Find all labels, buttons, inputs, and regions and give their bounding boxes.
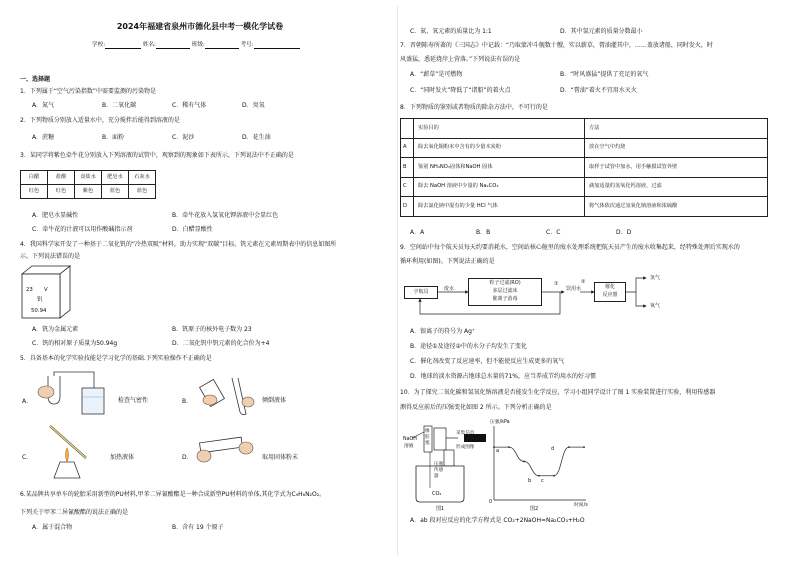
q9-stem-line1: 9．空间站中每个航天员每天约要消耗水，空间站核心舱里的废水处理系统把航天员产生的废水收集起来，经特殊处理后实现水的 [400, 244, 740, 251]
table-row [21, 185, 156, 199]
q4-stem-line1: 4．我国科学家开发了一种基于二氧化钒的“冷热双吸”材料，助力实现“双碳”目标。钒元素在元素周期表中的信息如图所 [20, 241, 337, 248]
point-b-label: b [528, 478, 532, 484]
q5-caption-d: 取用固体粉末 [262, 454, 299, 461]
fig2-label: 图2 [530, 506, 539, 512]
table-cell [401, 119, 414, 139]
fig1-sensor-line: 压强 [434, 462, 444, 467]
pressure-point [523, 461, 525, 463]
table-cell: 取样于试管中加水，用手触摸试管外壁 [585, 158, 768, 178]
point-c-label: c [541, 478, 544, 484]
q7-stem-line1: 7．晋朝陈寿所著的《三国志》中记载：“乃取蒙冲斗舰数十艘，实以薪草，膏油灌其中，……盖放诸船，同时发火，时 [400, 42, 713, 49]
flow-oxygen: 氧气 [650, 303, 661, 309]
table-header-purpose: 实验目的 [414, 119, 585, 139]
solid-powder-figure [196, 426, 258, 476]
table-cell: 白醋 [21, 171, 48, 185]
fig1-stopper-char: 塞 [425, 441, 430, 446]
q7-option-b[interactable]: B．“时风盛猛”提供了充足的氧气 [560, 71, 649, 78]
section-heading: 一、选择题 [20, 76, 51, 83]
pressure-point [538, 475, 540, 477]
table-cell: 红色 [48, 185, 75, 199]
table-row [401, 119, 768, 139]
info-line [92, 42, 300, 49]
q1-option-b[interactable]: B．二氧化碳 [102, 102, 137, 109]
q10-option-a[interactable]: A．ab 段对应反应的化学方程式是 CO₂+2NaOH=Na₂CO₃+H₂O [410, 517, 585, 524]
q5-letter-d[interactable]: D． [182, 454, 193, 461]
table-cell: 石灰水 [129, 171, 156, 185]
table-cell: 红色 [21, 185, 48, 199]
q10-stem-line2: 测得反应前后的压强变化如图 2 所示。下列分析正确的是 [400, 404, 552, 411]
fig2-xlabel: 时间/s [574, 503, 588, 508]
pressure-point [553, 475, 555, 477]
table-cell: A [401, 138, 414, 158]
q4-option-d[interactable]: D．二氧化钒中钒元素的化合价为+4 [172, 340, 270, 347]
flow-reactor-box [594, 282, 626, 302]
fig1-sensor-line: 器 [434, 474, 439, 479]
q2-option-c[interactable]: C．泥沙 [172, 134, 195, 141]
flow-filter-line: 多层过滤床 [492, 288, 518, 294]
flow-hydrogen: 氢气 [650, 275, 661, 281]
table-cell: 食盐水 [75, 171, 102, 185]
q1-option-d[interactable]: D．臭氧 [242, 102, 265, 109]
fig2-ylabel: 压强/kPa [490, 420, 510, 425]
fig1-naoh: NaOH [403, 437, 417, 442]
q8-option-a[interactable]: A．A [410, 229, 425, 236]
q3-option-d[interactable]: D．白醋显酸性 [172, 226, 213, 233]
flow-drinking-water: 饮用水 [566, 286, 582, 292]
point-a-label: a [496, 448, 500, 454]
table-cell: 盐酸 [48, 171, 75, 185]
school-field[interactable] [105, 42, 141, 49]
fig2-origin: 0 [489, 500, 493, 505]
q5-letter-b[interactable]: B． [182, 398, 193, 405]
q8-option-b[interactable]: B．B [476, 229, 491, 236]
fig1-solution: 溶液 [404, 444, 414, 449]
flow-filter-box [468, 278, 542, 306]
q9-option-b[interactable]: B．途径①及途径②中的水分子均发生了变化 [410, 343, 527, 350]
table-cell: 除去 NaOH 溶液中少量的 Na₂CO₃ [414, 177, 585, 197]
table-cell: B [401, 158, 414, 178]
table-cell: 除去氧化铜粉末中含有的少量木炭粉 [414, 138, 585, 158]
q2-option-b[interactable]: B．面粉 [102, 134, 125, 141]
flow-filter-line: 催离子消毒 [492, 296, 518, 302]
q6-option-d[interactable]: D．其中氢元素的质量分数最小 [560, 28, 643, 35]
element-name: 钒 [37, 297, 43, 303]
flow-astronaut: 宇航员 [404, 286, 438, 299]
school-label: 学校: [92, 42, 106, 48]
q3-option-b[interactable]: B．牵牛花放入氢氧化钾溶液中会显红色 [172, 212, 279, 219]
q1-option-a[interactable]: A．氮气 [32, 102, 55, 109]
heating-liquid-figure [40, 420, 100, 482]
name-label: 姓名: [142, 42, 156, 48]
point-d-label: d [551, 446, 555, 452]
pressure-chart [486, 420, 596, 510]
q3-option-a[interactable]: A．肥皂水显碱性 [32, 212, 79, 219]
airtightness-check-figure [36, 370, 116, 420]
q5-caption-b: 倾倒液体 [262, 397, 287, 404]
q5-letter-c[interactable]: C． [22, 454, 33, 461]
pressure-point [568, 446, 570, 448]
q6-option-c[interactable]: C．氮、氧元素的质量比为 1:1 [410, 28, 492, 35]
table-row [401, 177, 768, 197]
number-label: 考号: [240, 42, 254, 48]
q3-option-c[interactable]: C．牵牛花的汁液可以用作酸碱指示剂 [32, 226, 133, 233]
fig1-stopper-char: 橡 [425, 429, 430, 434]
q5-caption-c: 加热液体 [110, 454, 135, 461]
q1-stem: 1．下列属于“空气污染指数”中需要监测的污染物是 [20, 88, 157, 95]
table-cell: D [401, 197, 414, 217]
pressure-series-line [494, 447, 584, 476]
table-cell: 蓝色 [102, 185, 129, 199]
q2-stem: 2．下列物质分别放入适量水中，充分搅拌后能得到溶液的是 [20, 117, 180, 124]
table-row [401, 138, 768, 158]
fig1-stopper-char: 胶 [425, 435, 430, 440]
fig1-sensor [434, 462, 443, 480]
table-header-method: 方法 [585, 119, 768, 139]
table-cell: 蓝色 [129, 185, 156, 199]
flow-wastewater: 废水 [444, 286, 455, 292]
q8-table [400, 118, 768, 217]
fig1-label: 图1 [436, 506, 445, 512]
table-cell: 将气体依次通过氢氧化钠溶液和浓硫酸 [585, 197, 768, 217]
q7-option-c[interactable]: C．“同时发火”降低了“诸船”的着火点 [410, 87, 511, 94]
flow-reactor-line: 反应器 [602, 292, 618, 298]
q9-option-d[interactable]: D．地球的淡水资源占地球总水量的71%，应当养成节约用水的好习惯 [410, 373, 596, 380]
pressure-point [583, 446, 585, 448]
fig1-co2: CO₂ [432, 491, 442, 497]
q4-stem-line2: 示。下列说法错误的是 [20, 253, 81, 260]
q4-option-b[interactable]: B．钒原子的核外电子数为 23 [172, 326, 252, 333]
table-row [401, 158, 768, 178]
q2-option-a[interactable]: A．蔗糖 [32, 134, 55, 141]
flow-step-1: ① [554, 281, 559, 287]
table-cell: 除去氯化钠中混有的少量 HCl 气体 [414, 197, 585, 217]
page-title: 2024年福建省泉州市德化县中考一模化学试卷 [116, 22, 284, 31]
q1-option-c[interactable]: C．稀有气体 [172, 102, 207, 109]
flow-step-2: ② [581, 279, 586, 285]
class-label: 班级: [191, 42, 205, 48]
flow-reactor-line: 催化 [604, 284, 615, 290]
table-cell: 滴加适量的氢氧化钙溶液，过滤 [585, 177, 768, 197]
element-mass: 50.94 [31, 308, 47, 314]
co2-apparatus-figure [402, 418, 492, 502]
pouring-liquid-figure [196, 368, 256, 418]
table-cell: 放在空气中灼烧 [585, 138, 768, 158]
q7-option-d[interactable]: D．“膏油”着火不宜用水灭火 [560, 87, 637, 94]
q8-stem: 8．下列物质的鉴别或者物质的除杂方法中，不可行的是 [400, 104, 548, 111]
q9-option-c[interactable]: C．催化剂改变了反应速率，但不能使反应生成更多的氧气 [410, 358, 565, 365]
q8-option-c[interactable]: C．C [546, 229, 561, 236]
q9-option-a[interactable]: A．银离子的符号为 Ag⁺ [410, 328, 476, 335]
q6-stem-line1: 6.某品牌共享单车的轮胎采用新型的PU材料,甲苯二异氰酸酯是一种合成新型PU材料的单体,其化学式为C₉H₆N₂O₂。 [20, 491, 326, 498]
q5-stem: 5．具备基本的化学实验技能是学习化学的基础.下列实验操作不正确的是 [20, 355, 212, 362]
pressure-point [493, 446, 495, 448]
table-cell: 紫色 [75, 185, 102, 199]
number-field[interactable] [254, 42, 300, 49]
element-number: 23 [26, 287, 33, 293]
pressure-point [508, 446, 510, 448]
column-divider [397, 6, 398, 556]
fig1-sensor-line: 传感 [434, 468, 444, 473]
q10-stem-line1: 10．为了探究二氧化碳和氢氧化钠溶液是否能发生化学反应，学习小组同学设计了图 1 实验装置进行实验，利用传感器 [400, 389, 716, 396]
fig1-collect: 采集信息 [456, 431, 475, 436]
flow-filter-line: 粒子过滤(RO) [489, 280, 521, 286]
q7-option-a[interactable]: A．“薪草”是可燃物 [410, 71, 463, 78]
table-row [401, 197, 768, 217]
q6-stem-line2: 下列关于甲苯二异氰酸酯的说法正确的是 [20, 509, 129, 516]
table-cell: 肥皂水 [102, 171, 129, 185]
q3-stem: 3．某同学将紫色牵牛花分别放入下列溶液的试管中，观察到的现象如下表所示，下列说法中不正确的是 [20, 152, 294, 159]
q8-option-d[interactable]: D．D [616, 229, 632, 236]
name-field[interactable] [156, 42, 190, 49]
table-cell: C [401, 177, 414, 197]
element-symbol: V [44, 287, 48, 293]
q5-letter-a[interactable]: A． [22, 398, 33, 405]
q5-caption-a: 检查气密性 [118, 397, 149, 404]
q4-option-a[interactable]: A．钒为金属元素 [32, 326, 79, 333]
q9-stem-line2: 循环利用(如图)。下列说法正确的是 [400, 258, 495, 265]
fig1-image: 形成图像 [456, 445, 475, 450]
q2-option-d[interactable]: D．花生油 [242, 134, 271, 141]
indicator-table [20, 170, 156, 199]
q6-option-a[interactable]: A．属于混合物 [32, 524, 73, 531]
fig1-stopper [425, 429, 431, 447]
q6-option-b[interactable]: B．含有 19 个原子 [172, 524, 224, 531]
class-field[interactable] [205, 42, 239, 49]
table-cell: 鉴别 NH₄NO₃固体和NaOH 固体 [414, 158, 585, 178]
q7-stem-line2: 风盛猛，悉延烧岸上营落。”下列说法有误的是 [400, 56, 521, 63]
table-row [21, 171, 156, 185]
q4-option-c[interactable]: C．钒的相对原子质量为50.94g [32, 340, 118, 347]
